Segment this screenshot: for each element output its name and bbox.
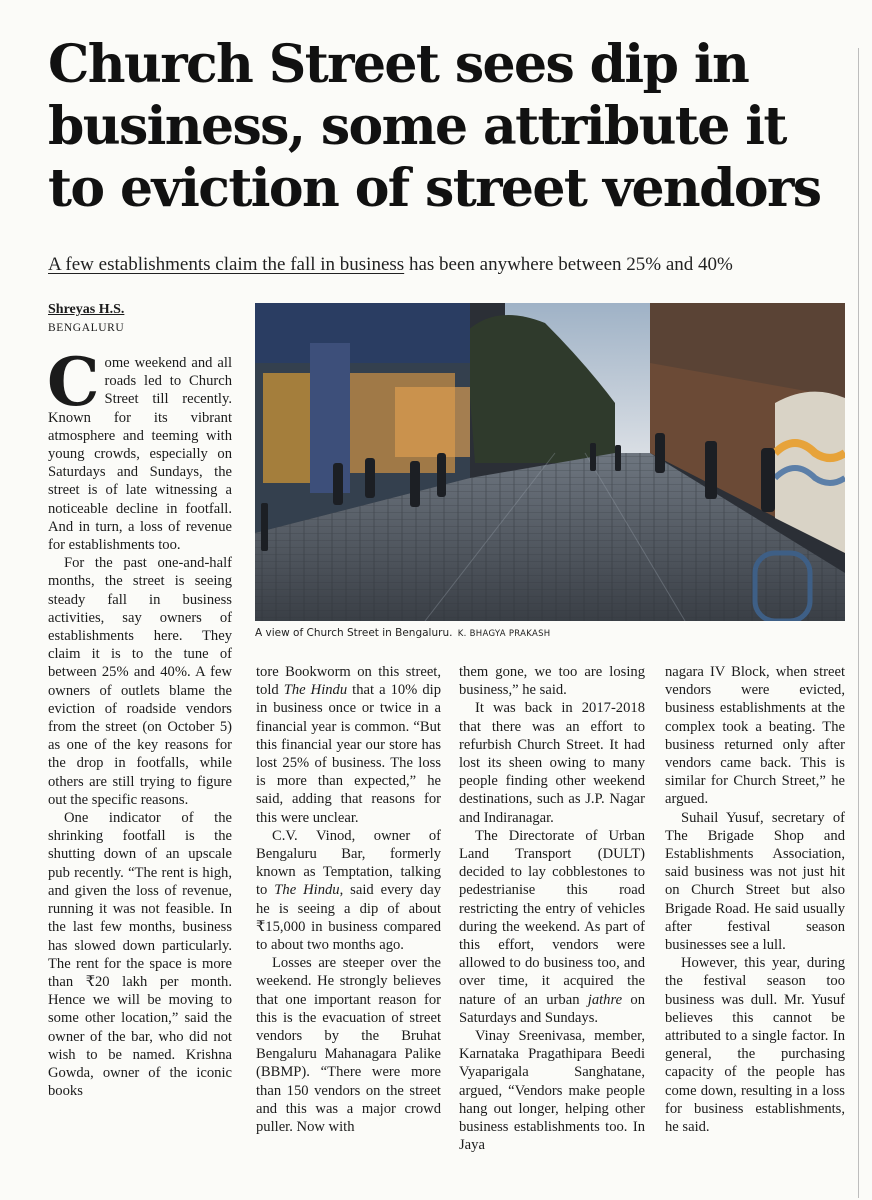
- photo-caption: [255, 626, 845, 641]
- article-column-2: [256, 663, 441, 1136]
- paragraph-9: Suhail Yusuf, secretary of The Brigade Shop and Establishments Association, said business was not just hit on Church Street but also Brigade Road. He said usually after festival season businesses see a lull.: [665, 809, 845, 954]
- paragraph-7: [459, 827, 645, 1027]
- article-column-1: [47, 343, 232, 1100]
- paragraph-3-cont-hindu: The Hindu: [283, 682, 348, 699]
- paragraph-1-text: ome weekend and all roads led to Church Street till recently. Known for its vibrant atmosphere and teeming with young crowds, especially on Saturdays and Sundays, the street is of late witnessing a noticeable decline in footfall. And in turn, a loss of revenue for establishments too.: [48, 355, 232, 554]
- byline: [48, 301, 238, 336]
- street-photo: [255, 303, 845, 621]
- paragraph-4-a: C.V. Vinod, owner of Bengaluru Bar, formerly known as Temptation, talking to: [256, 827, 441, 899]
- paragraph-10: However, this year, during the festival season too business was dull. Mr. Yusuf believes this cannot be attributed to a single factor. In general, the purchasing capacity of the people has come down, resulting in a loss for business establishments, he said.: [665, 955, 845, 1136]
- deck-highlight: A few establishments claim the fall in business: [48, 254, 405, 275]
- paragraph-2: For the past one-and-half months, the street is seeing steady fall in business activities, say owners of establishments here. They claim it is to the tune of between 25% and 40%. A few owners of outlets blame the eviction of roadside vendors from the street (on October 5) as one of the key reasons for the drop in footfalls, while others are still trying to figure out the specific reasons.: [48, 555, 232, 808]
- paragraph-7-jathre: jathre: [587, 991, 623, 1008]
- photo-credit: K. BHAGYA PRAKASH: [457, 629, 551, 639]
- caption-text: A view of Church Street in Bengaluru.: [255, 627, 453, 639]
- column-rule: [858, 48, 859, 1198]
- paragraph-3-cont-a: tore Bookworm on this street, told: [256, 664, 441, 699]
- paragraph-3-cont-b: that a 10% dip in business once or twice in a financial year is common. “But this financial year our store has lost 25% of business. The loss is more than expected,” he said, adding that reasons for this were unclear.: [256, 682, 441, 826]
- dateline: BENGALURU: [48, 322, 125, 334]
- headline: Church Street sees dip in business, some attribute it to eviction of street vendors: [48, 34, 821, 219]
- paragraph-5: Losses are steeper over the weekend. He strongly believes that one important reason for this is the evacuation of street vendors by the Bruhat Bengaluru Mahanagara Palike (BBMP). “There were more than 150 vendors on the street and this was a major crowd puller. Now with: [256, 955, 441, 1136]
- paragraph-8: Vinay Sreenivasa, member, Karnataka Pragathipara Beedi Vyaparigala Sanghatane, argued, “Vendors make people hang out longer, helping other business establishments too. In Jaya: [459, 1028, 645, 1154]
- paragraph-7-a: The Directorate of Urban Land Transport (DULT) decided to lay cobblestones to pedestrianise this road restricting the entry of vehicles during the weekend. As part of this effort, vendors were allowed to do business too, and over time, it acquired the nature of an urban: [459, 827, 645, 1008]
- paragraph-7-b: on Saturdays and Sundays.: [459, 991, 645, 1026]
- drop-cap: C: [47, 343, 100, 421]
- deck-rest: has been anywhere between 25% and 40%: [404, 254, 733, 275]
- paragraph-6: It was back in 2017-2018 that there was an effort to refurbish Church Street. It had lost its sheen owing to many people finding other weekend destinations, such as J.P. Nagar and Indiranagar.: [459, 700, 645, 826]
- paragraph-5-continued: them gone, we too are losing business,” he said.: [459, 664, 645, 699]
- deck: [48, 252, 838, 278]
- article-column-3: [459, 663, 645, 1154]
- paragraph-3: One indicator of the shrinking footfall is the shutting down of an upscale pub recently. “The rent is high, and given the loss of revenue, running it was not feasible. In the last few months, business has slowed down particularly. The rent for the space is more than ₹20 lakh per month. Hence we will be moving to some other location,” said the owner of the bar, who did not wish to be named. Krishna Gowda, owner of the iconic books: [48, 810, 232, 1100]
- paragraph-8-continued: nagara IV Block, when street vendors were evicted, business establishments at the complex took a beating. The business returned only after vendors came back. This is similar for Church Street,” he argued.: [665, 664, 845, 808]
- author-name: Shreyas H.S.: [48, 302, 125, 317]
- paragraph-1: [47, 343, 232, 554]
- adjacent-article-edge: [866, 0, 872, 1200]
- paragraph-4-b: , said every day he is seeing a dip of about ₹15,000 in business compared to about two months ago.: [256, 882, 442, 954]
- paragraph-4-hindu: The Hindu: [274, 882, 340, 899]
- paragraph-4: [256, 827, 441, 954]
- article-column-4: [665, 663, 845, 1136]
- paragraph-3-continued: [256, 663, 441, 827]
